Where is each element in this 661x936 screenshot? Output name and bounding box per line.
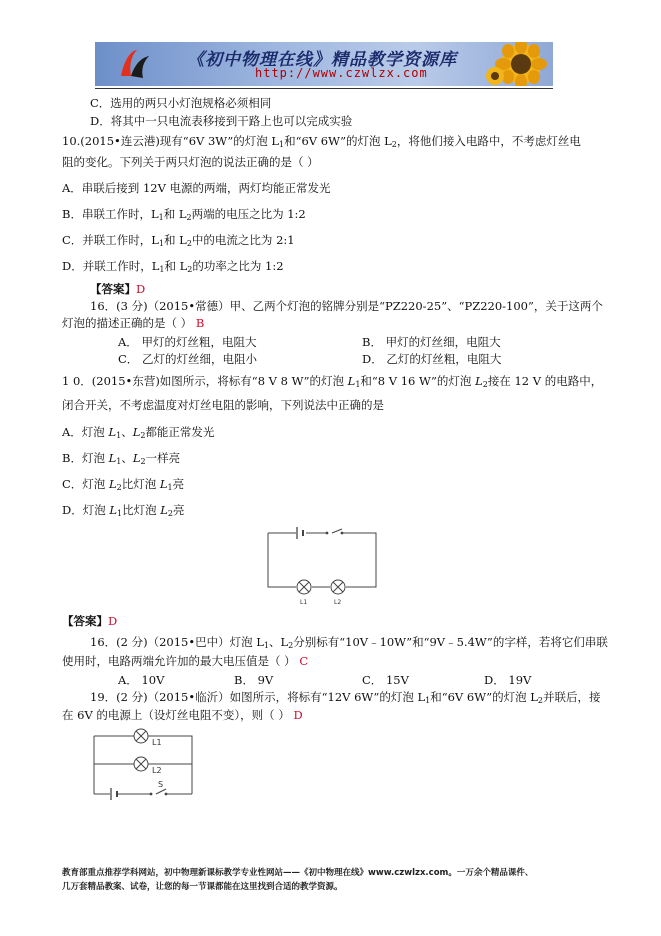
q1-stem-line1: 10.(2015•连云港)现有“6V 3W”的灯泡 $L_1$和“6V 6W”的灯泡 $L_2$，将他们接入电路中，不考虑灯丝电 <box>62 134 581 149</box>
q1-option-a: A．串联后接到 12V 电源的两端，两灯均能正常发光 <box>62 181 331 195</box>
q5-stem-line2: 在 6V 的电源上（设灯丝电阻不变），则（ ） D <box>62 708 303 722</box>
q3-option-a: A．灯泡 $L_1$、$L_2$都能正常发光 <box>62 425 215 440</box>
diagram1-label-l1: L1 <box>300 599 308 606</box>
q4-stem-line1: 16．(2 分)（2015•巴中）灯泡 $L_1$、$L_2$分别标有“10V﹣10W”和“9V﹣5.4W”的字样，若将它们串联 <box>90 635 608 650</box>
q4-option-c: C． 15V <box>362 673 409 687</box>
sunflower-icon <box>483 42 553 86</box>
header-rule <box>95 88 553 89</box>
q2-stem-line1: 16．(3 分)（2015•常德）甲、乙两个灯泡的铭牌分别是“PZ220-25”、“PZ220-100”，关于这两个 <box>90 299 603 313</box>
diagram2-label-l2: L2 <box>152 766 162 775</box>
q2-option-d: D． 乙灯的灯丝粗，电阻大 <box>362 352 502 366</box>
option-d-prev: D．将其中一只电流表移接到干路上也可以完成实验 <box>90 114 353 128</box>
q3-option-d: D．灯泡 $L_1$比灯泡 $L_2$亮 <box>62 503 185 518</box>
q2-option-a: A． 甲灯的灯丝粗，电阻大 <box>118 335 257 349</box>
q3-option-b: B．灯泡 $L_1$、$L_2$一样亮 <box>62 451 181 466</box>
q4-option-b: B． 9V <box>234 673 274 687</box>
q4-option-d: D． 19V <box>484 673 532 687</box>
q4-stem-line2: 使用时，电路两端允许加的最大电压值是（ ） C <box>62 654 309 668</box>
q4-option-a: A． 10V <box>118 673 165 687</box>
header-banner <box>95 42 553 86</box>
q1-option-b: B．串联工作时，$L_1$和 $L_2$两端的电压之比为 1:2 <box>62 207 306 222</box>
circuit-diagram-parallel <box>88 726 198 802</box>
q2-option-b: B． 甲灯的灯丝细，电阻大 <box>362 335 501 349</box>
circuit-diagram-series <box>266 525 378 607</box>
diagram1-label-l2: L2 <box>334 599 342 606</box>
header-title: 《初中物理在线》精品教学资源库 <box>187 50 457 70</box>
logo-icon <box>113 46 153 82</box>
q3-stem-line1: 1 0．(2015•东营)如图所示，将标有“8 V 8 W”的灯泡 $L_1$和“8 V 16 W”的灯泡 $L_2$接在 12 V 的电路中， <box>62 374 603 389</box>
q2-option-c: C． 乙灯的灯丝细，电阻小 <box>118 352 257 366</box>
q5-stem-line1: 19．(2 分)（2015•临沂）如图所示，将标有“12V 6W”的灯泡 $L_1$和“6V 6W”的灯泡 $L_2$并联后，接 <box>90 690 601 705</box>
option-c-prev: C．选用的两只小灯泡规格必须相同 <box>90 96 272 110</box>
q2-stem-line2: 灯泡的描述正确的是（ ） B <box>62 316 205 330</box>
q1-option-d: D．并联工作时，$L_1$和 $L_2$的功率之比为 1:2 <box>62 259 284 274</box>
q1-answer: 【答案】D <box>90 282 146 296</box>
q1-stem-line2: 阻的变化。下列关于两只灯泡的说法正确的是（ ） <box>62 155 319 169</box>
diagram2-label-l1: L1 <box>152 738 162 747</box>
footer-line2: 几万套精品教案、试卷，让您的每一节课都能在这里找到合适的教学资源。 <box>62 882 343 892</box>
q3-answer: 【答案】D <box>62 614 118 628</box>
q3-stem-line2: 闭合开关，不考虑温度对灯丝电阻的影响，下列说法中正确的是 <box>62 398 384 412</box>
footer-line1: 教育部重点推荐学科网站，初中物理新课标教学专业性网站——《初中物理在线》www.czwlzx.com。一万余个精品课件、 <box>62 868 534 878</box>
q1-option-c: C．并联工作时，$L_1$和 $L_2$中的电流之比为 2:1 <box>62 233 295 248</box>
diagram2-label-s: S <box>158 780 164 789</box>
q3-option-c: C．灯泡 $L_2$比灯泡 $L_1$亮 <box>62 477 185 492</box>
header-url: http://www.czwlzx.com <box>255 66 428 80</box>
